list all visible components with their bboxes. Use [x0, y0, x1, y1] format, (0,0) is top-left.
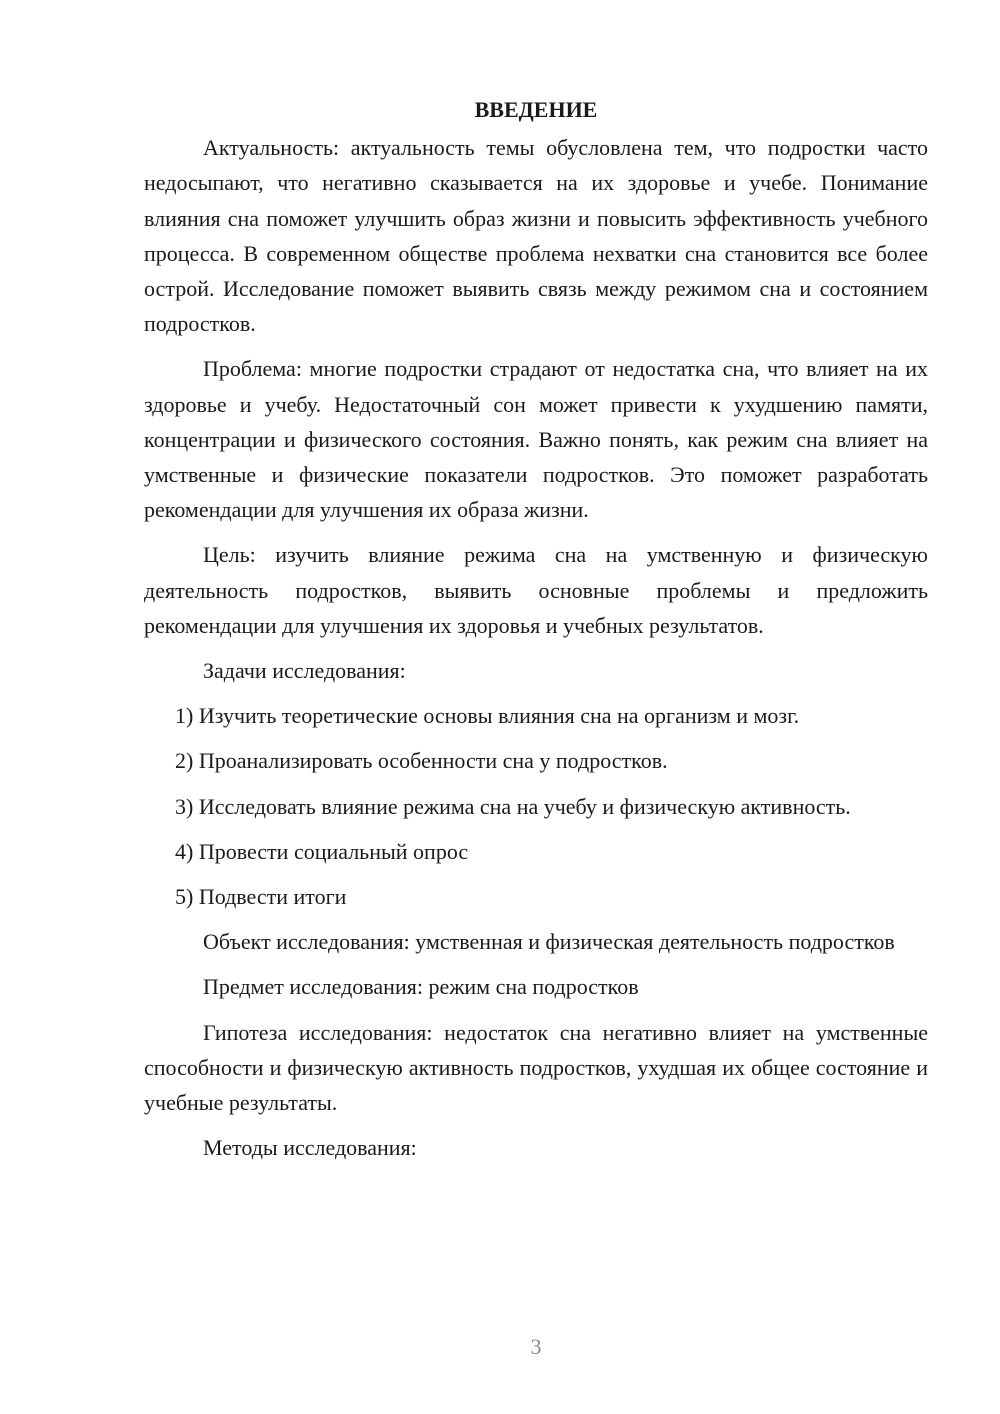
task-item-3: 3) Исследовать влияние режима сна на учебу и физическую активность.: [175, 793, 851, 819]
paragraph-relevance: Актуальность: актуальность темы обусловлена тем, что подростки часто недосыпают, что негативно сказывается на их здоровье и учебе. Понимание влияния сна поможет улучшить образ жизни и повысить эффективность учебного процесса. В современном обществе проблема нехватки сна становится все более острой. Исследование поможет выявить связь между режимом сна и состоянием подростков.: [144, 135, 928, 337]
page-content: [144, 92, 928, 1175]
section-title: ВВЕДЕНИЕ: [474, 97, 598, 122]
task-item-5: 5) Подвести итоги: [175, 884, 347, 910]
task-item-4: 4) Провести социальный опрос: [175, 838, 469, 864]
paragraph-goal: Цель: изучить влияние режима сна на умственную и физическую деятельность подростков, выявить основные проблемы и предложить рекомендации для улучшения их здоровья и учебных результатов.: [144, 542, 928, 638]
paragraph-subject: Предмет исследования: режим сна подростков: [203, 974, 639, 1000]
paragraph-object: Объект исследования: умственная и физическая деятельность подростков: [203, 929, 895, 955]
methods-heading: Методы исследования:: [203, 1135, 417, 1161]
task-item-2: 2) Проанализировать особенности сна у подростков.: [175, 748, 668, 774]
tasks-heading: Задачи исследования:: [203, 658, 406, 684]
paragraph-hypothesis: Гипотеза исследования: недостаток сна негативно влияет на умственные способности и физическую активность подростков, ухудшая их общее состояние и учебные результаты.: [144, 1019, 928, 1116]
task-item-1: 1) Изучить теоретические основы влияния сна на организм и мозг.: [175, 703, 800, 729]
paragraph-problem: Проблема: многие подростки страдают от недостатка сна, что влияет на их здоровье и учебу. Недостаточный сон может привести к ухудшению памяти, концентрации и физического состояния. Важно понять, как режим сна влияет на умственные и физические показатели подростков. Это поможет разработать рекомендации для улучшения их образа жизни.: [144, 356, 928, 523]
page-number: 3: [530, 1334, 542, 1359]
